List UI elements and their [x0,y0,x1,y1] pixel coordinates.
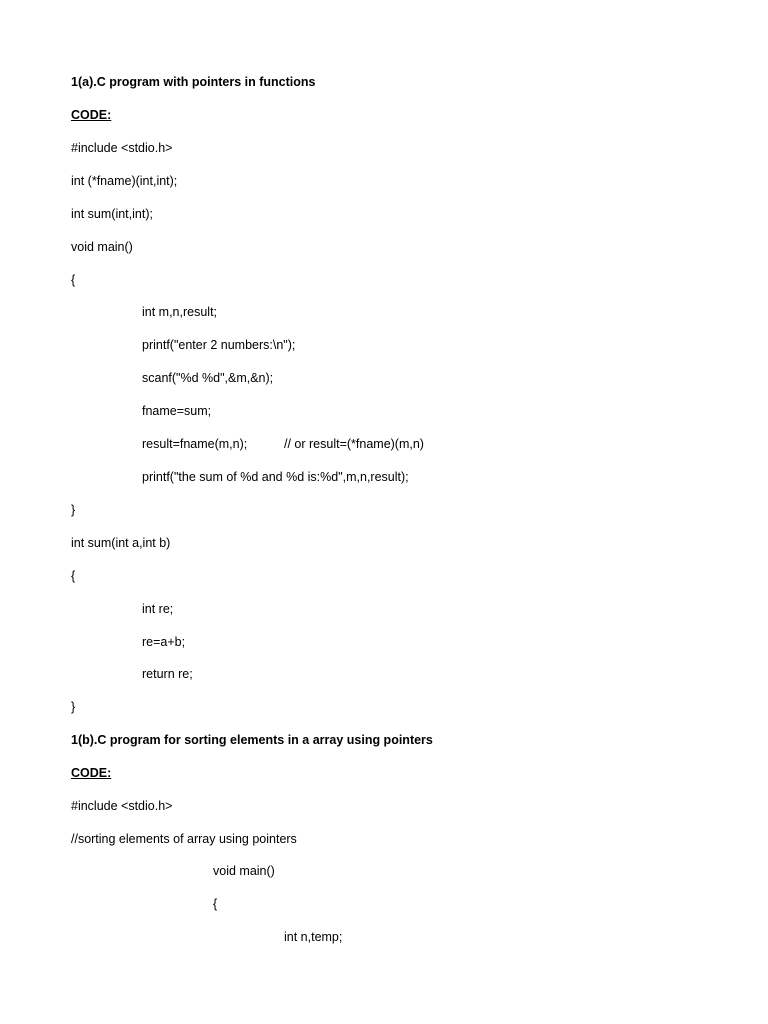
code-line: #include <stdio.h> [71,799,173,813]
code-line: int m,n,result; [142,305,218,319]
code-line: printf("the sum of %d and %d is:%d",m,n,result); [142,470,409,484]
code-line: int re; [142,602,174,616]
code-comment: // or result=(*fname)(m,n) [284,437,424,451]
code-line: printf("enter 2 numbers:\n"); [142,338,296,352]
section-a-heading: 1(a).C program with pointers in functions [71,75,316,89]
code-line: return re; [142,667,193,681]
code-line: { [71,273,76,287]
code-line: result=fname(m,n); [142,437,248,451]
code-line: int sum(int a,int b) [71,536,171,550]
code-line: int sum(int,int); [71,207,153,221]
section-b-heading: 1(b).C program for sorting elements in a array using pointers [71,733,433,747]
code-line: void main() [71,240,133,254]
code-line: { [71,569,76,583]
code-line: #include <stdio.h> [71,141,173,155]
code-line: fname=sum; [142,404,212,418]
code-line: re=a+b; [142,635,186,649]
code-line: int n,temp; [284,930,343,944]
code-line: } [71,700,76,714]
code-line: } [71,503,76,517]
code-line: //sorting elements of array using pointers [71,832,297,846]
code-line: scanf("%d %d",&m,&n); [142,371,274,385]
section-b-code-label: CODE: [71,766,112,780]
code-line: void main() [213,864,275,878]
code-line: { [213,897,218,911]
section-a-code-label: CODE: [71,108,112,122]
code-line: int (*fname)(int,int); [71,174,178,188]
